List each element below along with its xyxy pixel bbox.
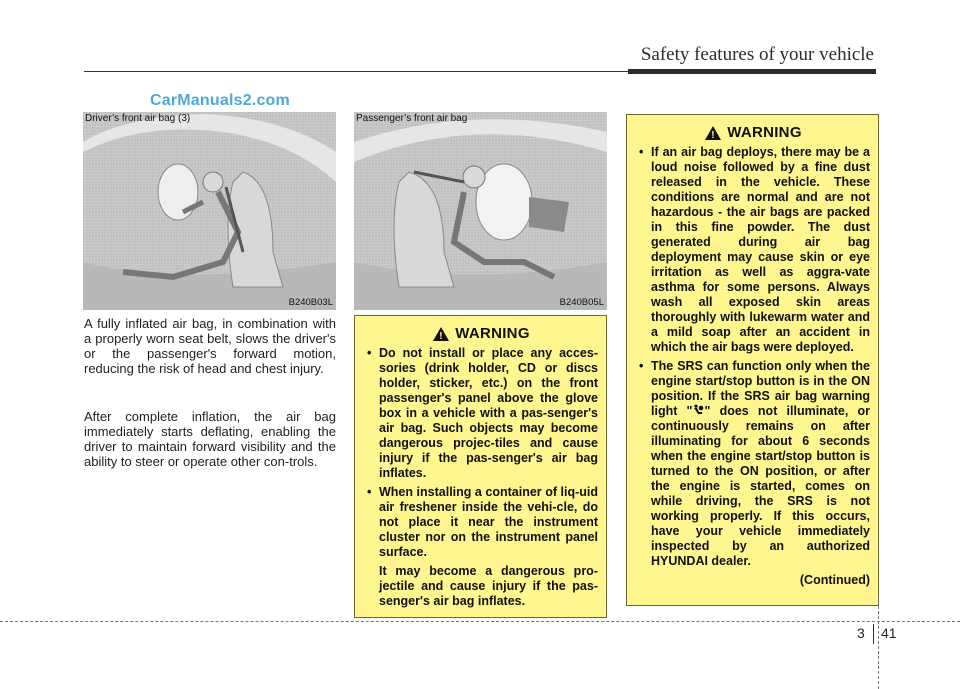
- warning-heading: [365, 326, 598, 341]
- page-number: 41: [881, 625, 897, 641]
- warning-bullet: [365, 485, 598, 560]
- warning-sub-text: It may become a dangerous pro-jectile and cause injury if the pas-senger's air bag inflates.: [379, 564, 598, 608]
- bullet-dot-icon: •: [639, 145, 644, 159]
- warning-bullet-text: Do not install or place any acces-sories (drink holder, CD or discs holder, sticker, etc.) on the front passenger's panel above the glove box in a vehicle with a pas-senger's air bag. Such objects may become dangerous projec-tiles and cause injury if the pas-senger's air bag inflates.: [379, 346, 598, 480]
- figure-driver-airbag: [83, 112, 336, 310]
- srs-airbag-warning-icon: [692, 404, 704, 416]
- figure-code: B240B05L: [559, 297, 604, 308]
- warning-bullet-text: If an air bag deploys, there may be a loud noise followed by a fine dust released in the vehicle. These conditions are normal and are not hazardous - the air bags are packed in this fine powder. The dust generated during air bag deployment may cause skin or eye irritation as well as aggra-vate asthma for some persons. Always wash all exposed skin areas thoroughly with lukewarm water and a mild soap after an accident in which the air bags were deployed.: [651, 145, 870, 354]
- footer-rule: [0, 621, 960, 622]
- bullet-dot-icon: •: [639, 359, 644, 373]
- body-paragraph: A fully inflated air bag, in combination with a properly worn seat belt, slows the driver's or the passenger's forward motion, reducing the risk of head and chest injury.: [84, 316, 336, 376]
- page-chapter: 3: [857, 625, 865, 641]
- warning-heading-label: WARNING: [727, 124, 802, 141]
- header-rule-accent: [628, 69, 876, 74]
- figure-caption: Driver’s front air bag (3): [85, 113, 191, 124]
- warning-bullet: [637, 359, 870, 569]
- header-title: Safety features of your vehicle: [640, 44, 874, 65]
- warning-bullet-text-after: " does not illuminate, or continuously remains on after illuminating for about 6 seconds when the engine start/stop button is turned to the ON position, or after the engine is started, comes on while driving, the SRS is not working properly. If this occurs, have your vehicle immediately inspected by an authorized HYUNDAI dealer.: [651, 404, 871, 568]
- figure-caption: Passenger’s front air bag: [356, 113, 468, 124]
- warning-bullet-text: When installing a container of liq-uid air freshener inside the vehi-cle, do not place it near the instrument cluster nor on the instrument panel surface.: [379, 485, 598, 559]
- continued-label: (Continued): [799, 573, 870, 587]
- bullet-dot-icon: •: [367, 485, 372, 499]
- bullet-dot-icon: •: [367, 346, 372, 360]
- warning-box: [626, 114, 879, 606]
- passenger-airbag-illustration: [354, 112, 607, 310]
- warning-bullet: [637, 145, 870, 355]
- figure-passenger-airbag: [354, 112, 607, 310]
- footer-vertical-rule: [878, 596, 879, 689]
- warning-bullet-text-before: The SRS can function only when the engine start/stop button is in the ON position. If the SRS air bag warning light ": [651, 359, 870, 418]
- page-separator: [873, 624, 874, 644]
- body-paragraph: After complete inflation, the air bag immediately starts deflating, enabling the driver to maintain forward visibility and the ability to steer or operate other con-trols.: [84, 409, 336, 469]
- warning-heading-label: WARNING: [455, 325, 530, 342]
- driver-airbag-illustration: [83, 112, 336, 310]
- warning-heading: [637, 125, 870, 140]
- warning-triangle-icon: [705, 126, 721, 140]
- watermark-link[interactable]: CarManuals2.com: [150, 92, 290, 109]
- warning-triangle-icon: [433, 327, 449, 341]
- warning-box: [354, 315, 607, 618]
- figure-code: B240B03L: [288, 297, 333, 308]
- warning-bullet: [365, 346, 598, 481]
